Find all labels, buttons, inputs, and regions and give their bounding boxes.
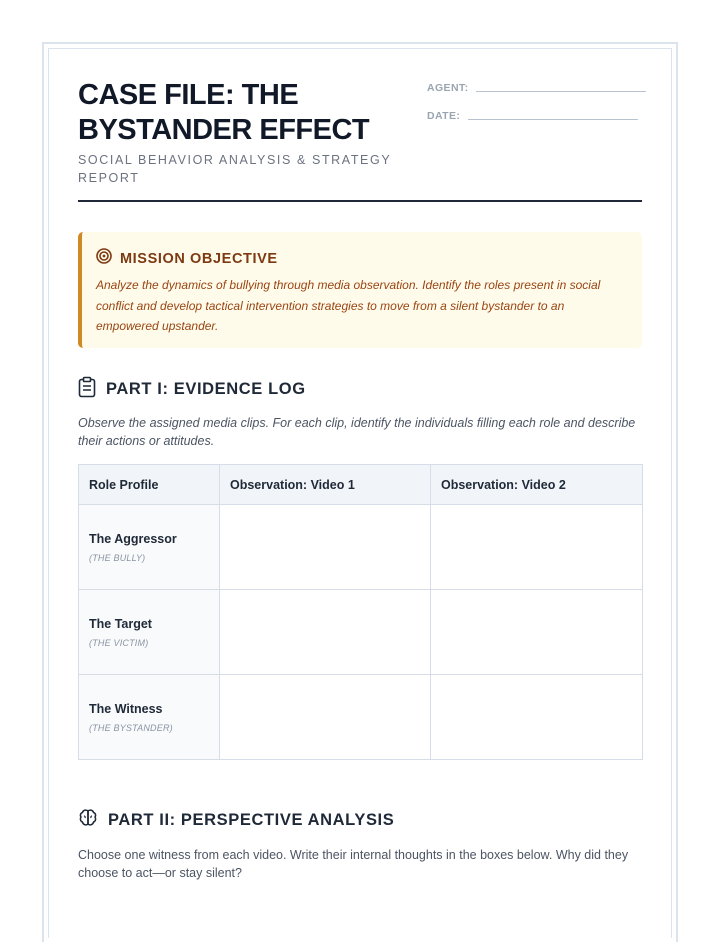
role-name: The Aggressor [89, 531, 177, 546]
observation-cell-video-1[interactable] [220, 590, 431, 675]
table-row [79, 590, 643, 675]
observation-cell-video-2[interactable] [431, 505, 643, 590]
date-field-row [427, 110, 638, 122]
agent-field-row [427, 82, 646, 94]
column-header: Observation: Video 2 [431, 465, 643, 505]
observation-cell-video-1[interactable] [220, 505, 431, 590]
column-header: Role Profile [79, 465, 220, 505]
mission-objective-box [78, 232, 642, 348]
part1-header [78, 376, 306, 403]
mission-title: MISSION OBJECTIVE [120, 250, 278, 267]
header-divider [78, 200, 642, 202]
role-subtitle: (THE BULLY) [89, 552, 146, 563]
role-cell [79, 675, 220, 760]
page-title: CASE FILE: THE BYSTANDER EFFECT [78, 79, 370, 146]
clipboard-icon [78, 376, 96, 403]
table-header-row [79, 465, 643, 505]
part2-instructions: Choose one witness from each video. Write their internal thoughts in the boxes below. Why did they choose to act—or stay silent? [78, 848, 629, 880]
table-row [79, 675, 643, 760]
role-subtitle: (THE BYSTANDER) [89, 722, 173, 733]
part2-header [78, 808, 394, 833]
observation-cell-video-1[interactable] [220, 675, 431, 760]
evidence-log-table [78, 464, 643, 760]
page-subtitle: SOCIAL BEHAVIOR ANALYSIS & STRATEGY REPORT [78, 153, 392, 185]
date-field[interactable] [468, 118, 638, 120]
date-label: DATE: [427, 110, 461, 122]
mission-text: Analyze the dynamics of bullying through media observation. Identify the roles present in social conflict and develop tactical intervention strategies to move from a silent bystander to an empowered upstander. [96, 278, 601, 333]
agent-label: AGENT: [427, 82, 469, 94]
role-name: The Target [89, 616, 152, 631]
target-icon [96, 248, 112, 269]
part1-instructions: Observe the assigned media clips. For each clip, identify the individuals filling each role and describe their actions or attitudes. [78, 416, 636, 448]
agent-field[interactable] [476, 90, 646, 92]
mission-header [96, 248, 626, 269]
role-cell [79, 590, 220, 675]
table-row [79, 505, 643, 590]
observation-cell-video-2[interactable] [431, 675, 643, 760]
column-header: Observation: Video 1 [220, 465, 431, 505]
role-cell [79, 505, 220, 590]
observation-cell-video-2[interactable] [431, 590, 643, 675]
brain-icon [78, 808, 98, 833]
part2-title: PART II: PERSPECTIVE ANALYSIS [108, 811, 395, 829]
role-name: The Witness [89, 701, 163, 716]
part1-title: PART I: EVIDENCE LOG [106, 380, 306, 398]
role-subtitle: (THE VICTIM) [89, 637, 149, 648]
